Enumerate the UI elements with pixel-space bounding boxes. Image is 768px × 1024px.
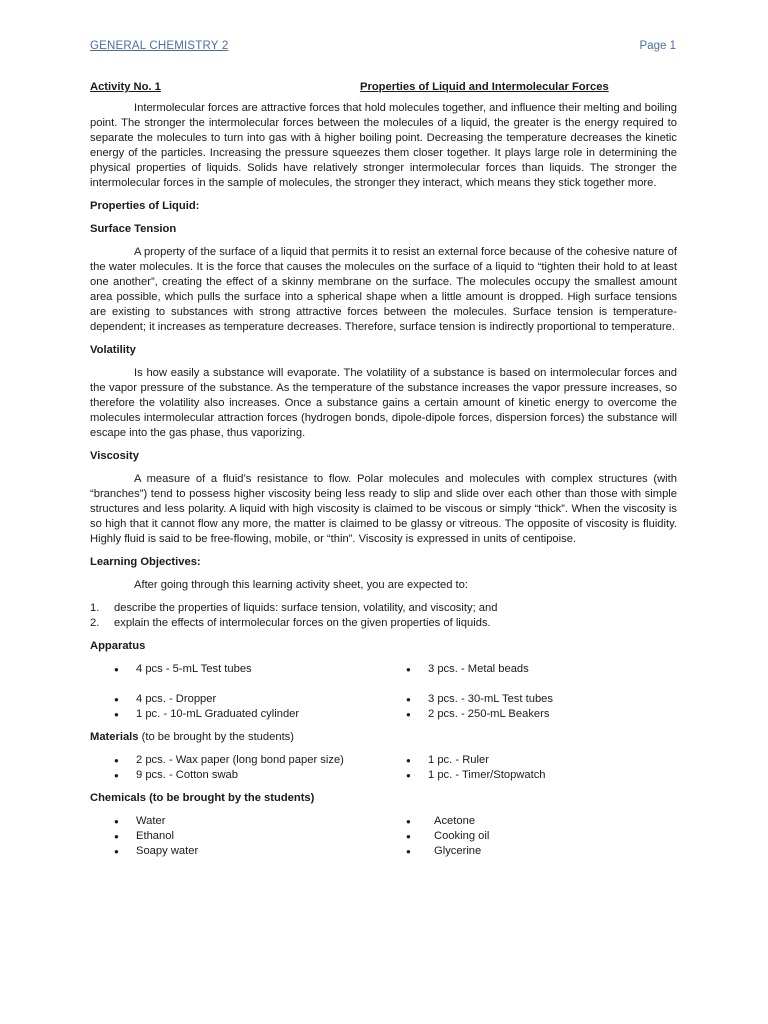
list-item xyxy=(114,692,216,707)
materials-heading-bold: Materials xyxy=(90,731,139,743)
activity-number: Activity No. 1 xyxy=(90,81,161,93)
list-item xyxy=(114,753,344,768)
bullet-icon: ● xyxy=(114,665,119,674)
item-text: 9 pcs. - Cotton swab xyxy=(136,769,238,781)
item-text: 2 pcs. - 250-mL Beakers xyxy=(428,708,550,720)
list-row xyxy=(90,753,677,768)
list-item-text: explain the effects of intermolecular forces on the given properties of liquids. xyxy=(114,617,491,629)
item-text: 2 pcs. - Wax paper (long bond paper size) xyxy=(136,754,344,766)
intro-paragraph: Intermolecular forces are attractive forces that hold molecules together, and influence their melting and boiling point. The stronger the intermolecular forces between the molecules of a liquid, the greater is the energy required to separate the molecules to turn into gas with à higher boiling point. Decreasing the temperature decreases the kinetic energy of the particles. Increasing the pressure squeezes them closer together. It plays large role in determining the physical properties of liquids. Solids have relatively stronger intermolecular forces than liquids. The stronger the intermolecular forces in the sample of molecules, the stronger they interact, which means they stick together more. xyxy=(90,102,677,189)
chemicals-list xyxy=(90,814,677,859)
bullet-icon: ● xyxy=(406,695,411,704)
item-text: 1 pc. - 10-mL Graduated cylinder xyxy=(136,708,300,720)
list-item xyxy=(406,692,553,707)
bullet-icon: ● xyxy=(114,695,119,704)
item-text: Ethanol xyxy=(136,830,174,842)
list-item xyxy=(114,844,198,859)
item-text: 4 pcs. - Dropper xyxy=(136,693,217,705)
item-text: 1 pc. - Ruler xyxy=(428,754,489,766)
course-title: GENERAL CHEMISTRY 2 xyxy=(90,40,229,52)
item-text: 1 pc. - Timer/Stopwatch xyxy=(428,769,546,781)
activity-topic: Properties of Liquid and Intermolecular Forces xyxy=(360,81,609,93)
list-row xyxy=(90,814,677,829)
list-row xyxy=(90,768,677,783)
activity-title-row xyxy=(90,80,677,96)
surface-tension-paragraph: A property of the surface of a liquid that permits it to resist an external force because of the cohesive nature of the water molecules. It is the force that causes the molecules on the surface of a liquid to “tighten their hold to at least one another”, creating the effect of a skinny membrane on the surface. The molecules occupy the smallest amount area possible, which pulls the surface into a spherical shape when a little amount is dropped. High surface tensions are existing to substances with strong attractive forces between the molecules. Surface tension is temperature-dependent; it increases as temperature decreases. Therefore, surface tension is indirectly proportional to temperature. xyxy=(90,246,677,333)
bullet-icon: ● xyxy=(406,710,411,719)
list-item-text: describe the properties of liquids: surface tension, volatility, and viscosity; and xyxy=(114,602,498,614)
bullet-icon: ● xyxy=(114,756,119,765)
list-item xyxy=(114,662,252,677)
viscosity-paragraph: A measure of a fluid’s resistance to flow. Polar molecules and molecules with complex structures (with “branches”) tend to possess higher viscosity being less ready to slip and slide over each other than those with simple structures and less polarity. A liquid with high viscosity is claimed to be viscous or simply “thick”. When the viscosity is so high that it cannot flow any more, the matter is claimed to be glassy or vitreous. The opposite of viscosity is fluidity. Highly fluid is said to be free-flowing, mobile, or “thin”. Viscosity is expressed in units of centipoise. xyxy=(90,473,677,545)
list-number: 2. xyxy=(90,617,100,629)
page-header xyxy=(90,39,678,55)
list-row xyxy=(90,844,677,859)
item-text: 3 pcs. - 30-mL Test tubes xyxy=(428,693,553,705)
list-item xyxy=(114,768,238,783)
list-item xyxy=(114,707,299,722)
volatility-paragraph: Is how easily a substance will evaporate. The volatility of a substance is based on intermolecular forces and the vapor pressure of the substance. As the temperature of the substance increases the vapor pressure increases, so therefore the volatility also increases. Once a substance gains a certain amount of kinetic energy to overcome the molecules intermolecular attraction forces (hydrogen bonds, dipole-dipole forces, dispersion forces) the substance will escape into the gas phase, thus vaporizing. xyxy=(90,367,677,439)
list-item xyxy=(406,844,481,859)
item-text: 4 pcs - 5-mL Test tubes xyxy=(136,663,252,675)
list-row xyxy=(90,829,677,844)
list-row xyxy=(90,707,677,722)
document-body xyxy=(90,80,677,867)
bullet-icon: ● xyxy=(406,665,411,674)
list-item xyxy=(406,829,489,844)
bullet-icon: ● xyxy=(114,771,119,780)
bullet-icon: ● xyxy=(114,847,119,856)
list-number: 1. xyxy=(90,602,100,614)
page-number: Page 1 xyxy=(639,40,676,52)
materials-list xyxy=(90,753,677,783)
volatility-heading: Volatility xyxy=(90,344,136,356)
objectives-heading: Learning Objectives: xyxy=(90,556,201,568)
item-text: Glycerine xyxy=(434,845,482,857)
list-item xyxy=(114,814,165,829)
list-item xyxy=(406,707,549,722)
bullet-icon: ● xyxy=(114,817,119,826)
item-text: Water xyxy=(136,815,166,827)
objectives-intro: After going through this learning activity sheet, you are expected to: xyxy=(134,579,468,591)
bullet-icon: ● xyxy=(114,710,119,719)
chemicals-heading: Chemicals (to be brought by the students) xyxy=(90,792,315,804)
item-text: Soapy water xyxy=(136,845,199,857)
objectives-list xyxy=(90,601,677,631)
bullet-icon: ● xyxy=(406,847,411,856)
list-row xyxy=(90,692,677,707)
materials-heading-rest: (to be brought by the students) xyxy=(138,731,294,743)
materials-heading xyxy=(90,730,677,745)
apparatus-heading: Apparatus xyxy=(90,640,146,652)
list-item xyxy=(406,753,489,768)
bullet-icon: ● xyxy=(406,756,411,765)
list-item xyxy=(406,662,529,677)
bullet-icon: ● xyxy=(114,832,119,841)
apparatus-list xyxy=(90,662,677,722)
bullet-icon: ● xyxy=(406,817,411,826)
bullet-icon: ● xyxy=(406,832,411,841)
viscosity-heading: Viscosity xyxy=(90,450,139,462)
list-item xyxy=(406,768,546,783)
item-text: Cooking oil xyxy=(434,830,490,842)
list-row xyxy=(90,662,677,677)
surface-tension-heading: Surface Tension xyxy=(90,223,177,235)
list-item xyxy=(90,616,677,631)
list-item xyxy=(406,814,475,829)
item-text: Acetone xyxy=(434,815,476,827)
bullet-icon: ● xyxy=(406,771,411,780)
list-item xyxy=(90,601,677,616)
item-text: 3 pcs. - Metal beads xyxy=(428,663,529,675)
properties-heading: Properties of Liquid: xyxy=(90,200,200,212)
list-item xyxy=(114,829,174,844)
